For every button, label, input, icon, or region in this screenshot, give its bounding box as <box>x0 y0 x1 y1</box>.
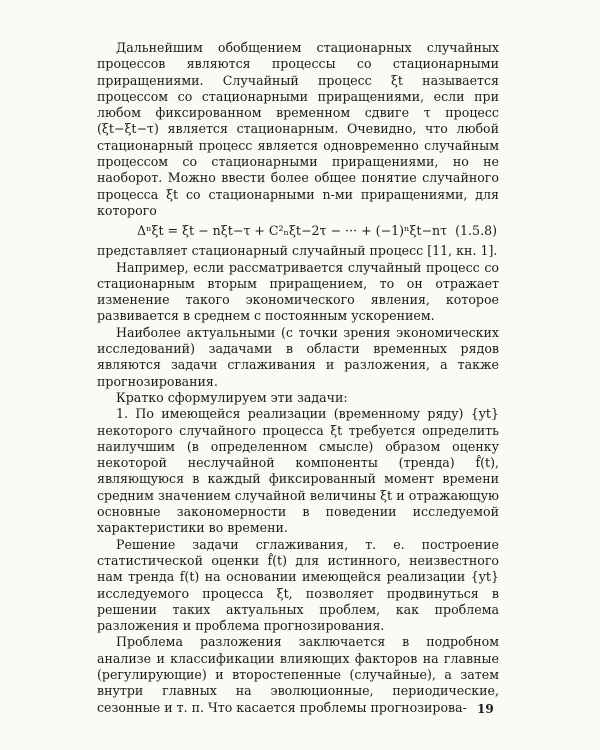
formula-number: (1.5.8) <box>455 223 497 239</box>
paragraph-3: Например, если рассматривается случайный процесс со стационарным вторым приращением, то он отражает изменение такого экономического явления, которое развивается в среднем с постоянным ускорением. <box>97 259 499 324</box>
paragraph-1: Дальнейшим обобщением стационарных случайных процессов являются процессы со стационарными приращениями. Случайный процесс ξt называется процессом со стационарными приращениями, если при любом фиксированном временном сдвиге τ процесс (ξt−ξt−τ) является стационарным. Очевидно, что любой стационарный процесс является одновременно случайным процессом со стационарными приращениями, но не наоборот. Можно ввести более общее понятие случайного процесса ξt со стационарными n-ми приращениями, для которого <box>97 40 499 218</box>
formula-1-5-8 <box>97 221 499 243</box>
paragraph-5: Кратко сформулируем эти задачи: <box>116 389 348 405</box>
paragraph-2: представляет стационарный случайный процесс [11, кн. 1]. <box>97 243 498 259</box>
paragraph-7: Решение задачи сглаживания, т. е. построение статистической оценки f̂(t) для истинного, неизвестного нам тренда f(t) на основании имеющейся реализации {yt} исследуемого процесса ξt, позволяет продвинуться в решении таких актуальных проблем, как проблема разложения и проблема прогнозирования. <box>97 536 499 634</box>
body-text <box>97 40 499 716</box>
paragraph-6: 1. По имеющейся реализации (временному ряду) {yt} некоторого случайного процесса ξt требуется определить наилучшим (в определенном смысле) образом оценку некоторой неслучайной компоненты (тренда) f̂(t), являющуюся в каждый фиксированный момент времени средним значением случайной величины ξt и отражающую основные закономерности в поведении исследуемой характеристики во времени. <box>97 406 499 536</box>
paragraph-8: Проблема разложения заключается в подробном анализе и классификации влияющих факторов на главные (регулирующие) и второстепенные (случайные), а затем внутри главных на эволюционные, периодические, сезонные и т. п. Что касается проблемы прогнозирова- <box>97 634 499 715</box>
paragraph-4: Наиболее актуальными (с точки зрения экономических исследований) задачами в области временных рядов являются задачи сглаживания и разложения, а также прогнозирования. <box>97 324 499 389</box>
formula-expression: Δⁿξt = ξt − nξt−τ + C²ₙξt−2τ − ··· + (−1)ⁿξt−nτ <box>137 223 448 239</box>
page-number: 19 <box>477 702 494 716</box>
